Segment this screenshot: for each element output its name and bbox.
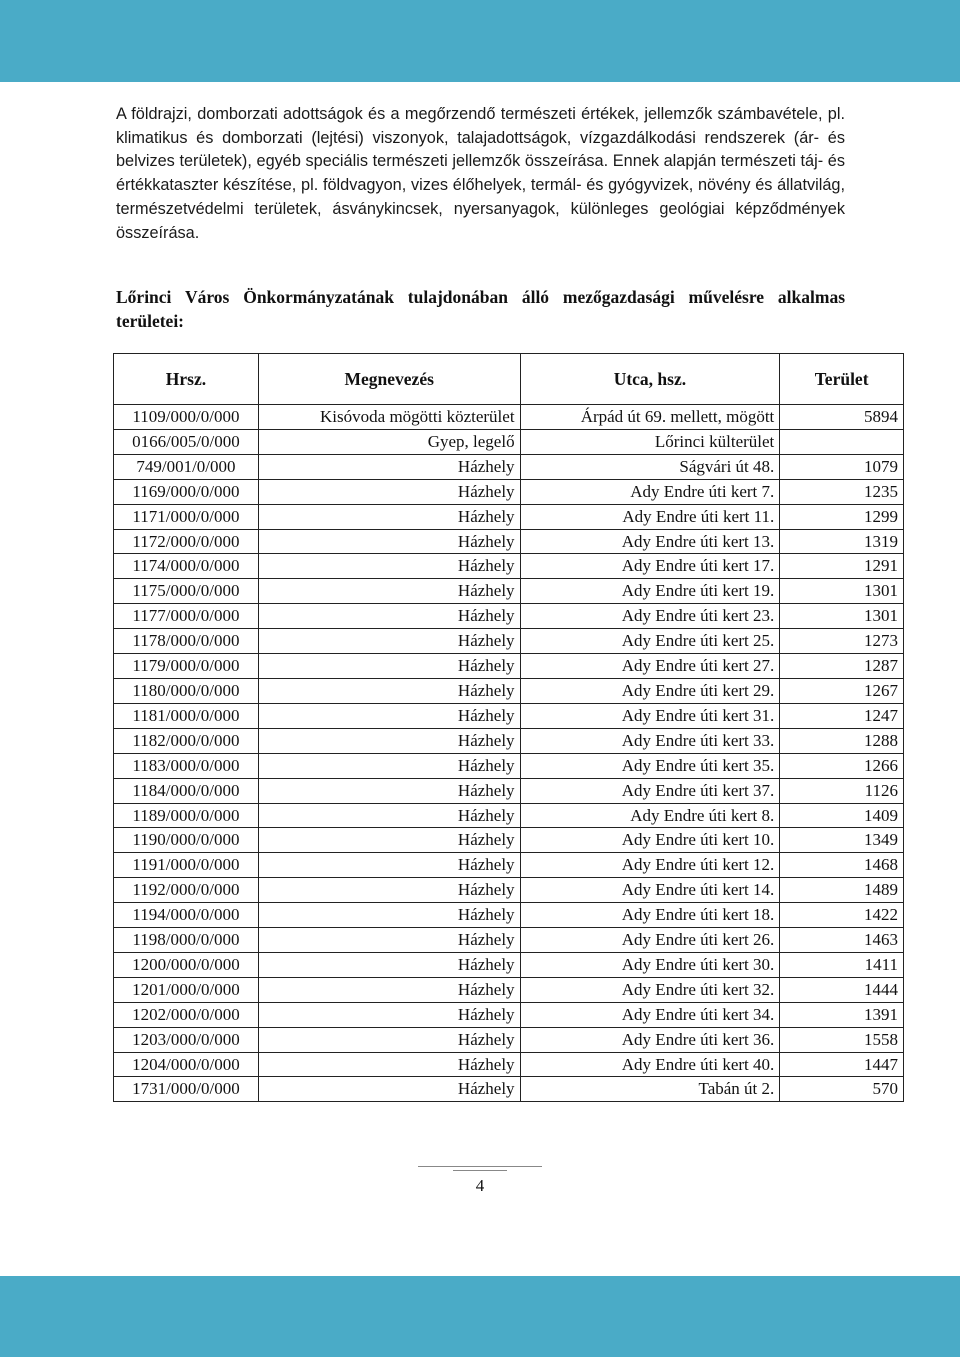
cell-hrsz: 1200/000/0/000 bbox=[114, 952, 259, 977]
cell-hrsz: 1174/000/0/000 bbox=[114, 554, 259, 579]
cell-hrsz: 1184/000/0/000 bbox=[114, 778, 259, 803]
cell-hrsz: 1181/000/0/000 bbox=[114, 703, 259, 728]
cell-utca: Ady Endre úti kert 29. bbox=[520, 678, 780, 703]
cell-terulet: 1411 bbox=[780, 952, 904, 977]
cell-utca: Ságvári út 48. bbox=[520, 454, 780, 479]
cell-utca: Ady Endre úti kert 40. bbox=[520, 1052, 780, 1077]
cell-megnevezes: Házhely bbox=[258, 678, 520, 703]
cell-hrsz: 1171/000/0/000 bbox=[114, 504, 259, 529]
cell-utca: Ady Endre úti kert 26. bbox=[520, 928, 780, 953]
table-header-row bbox=[114, 354, 904, 405]
cell-utca: Ady Endre úti kert 8. bbox=[520, 803, 780, 828]
cell-hrsz: 1180/000/0/000 bbox=[114, 678, 259, 703]
land-table bbox=[113, 353, 904, 1102]
cell-utca: Ady Endre úti kert 27. bbox=[520, 654, 780, 679]
cell-utca: Ady Endre úti kert 12. bbox=[520, 853, 780, 878]
cell-terulet: 1349 bbox=[780, 828, 904, 853]
cell-terulet: 1288 bbox=[780, 728, 904, 753]
cell-megnevezes: Házhely bbox=[258, 629, 520, 654]
table-row bbox=[114, 554, 904, 579]
cell-megnevezes: Házhely bbox=[258, 952, 520, 977]
footer-rule bbox=[418, 1166, 542, 1171]
cell-utca: Ady Endre úti kert 14. bbox=[520, 878, 780, 903]
cell-terulet: 570 bbox=[780, 1077, 904, 1102]
cell-terulet: 5894 bbox=[780, 405, 904, 430]
cell-terulet: 1299 bbox=[780, 504, 904, 529]
cell-terulet: 1235 bbox=[780, 479, 904, 504]
cell-utca: Árpád út 69. mellett, mögött bbox=[520, 405, 780, 430]
cell-megnevezes: Házhely bbox=[258, 579, 520, 604]
cell-megnevezes: Gyep, legelő bbox=[258, 429, 520, 454]
cell-terulet: 1301 bbox=[780, 579, 904, 604]
table-row bbox=[114, 1077, 904, 1102]
cell-terulet: 1391 bbox=[780, 1002, 904, 1027]
cell-hrsz: 1109/000/0/000 bbox=[114, 405, 259, 430]
cell-megnevezes: Házhely bbox=[258, 728, 520, 753]
cell-megnevezes: Házhely bbox=[258, 903, 520, 928]
cell-hrsz: 1177/000/0/000 bbox=[114, 604, 259, 629]
cell-hrsz: 749/001/0/000 bbox=[114, 454, 259, 479]
table-row bbox=[114, 629, 904, 654]
table-row bbox=[114, 405, 904, 430]
cell-hrsz: 1202/000/0/000 bbox=[114, 1002, 259, 1027]
cell-utca: Tabán út 2. bbox=[520, 1077, 780, 1102]
table-row bbox=[114, 728, 904, 753]
cell-utca: Ady Endre úti kert 10. bbox=[520, 828, 780, 853]
cell-terulet: 1444 bbox=[780, 977, 904, 1002]
cell-hrsz: 1179/000/0/000 bbox=[114, 654, 259, 679]
cell-megnevezes: Házhely bbox=[258, 454, 520, 479]
cell-utca: Ady Endre úti kert 31. bbox=[520, 703, 780, 728]
cell-terulet: 1558 bbox=[780, 1027, 904, 1052]
cell-hrsz: 1175/000/0/000 bbox=[114, 579, 259, 604]
cell-megnevezes: Házhely bbox=[258, 1077, 520, 1102]
table-row bbox=[114, 454, 904, 479]
table-row bbox=[114, 928, 904, 953]
cell-hrsz: 1203/000/0/000 bbox=[114, 1027, 259, 1052]
cell-utca: Ady Endre úti kert 36. bbox=[520, 1027, 780, 1052]
cell-terulet: 1266 bbox=[780, 753, 904, 778]
cell-megnevezes: Házhely bbox=[258, 977, 520, 1002]
header-utca: Utca, hsz. bbox=[520, 354, 780, 405]
cell-terulet: 1447 bbox=[780, 1052, 904, 1077]
table-row bbox=[114, 1002, 904, 1027]
header-hrsz: Hrsz. bbox=[114, 354, 259, 405]
cell-utca: Ady Endre úti kert 32. bbox=[520, 977, 780, 1002]
cell-terulet bbox=[780, 429, 904, 454]
cell-terulet: 1489 bbox=[780, 878, 904, 903]
cell-terulet: 1079 bbox=[780, 454, 904, 479]
footer-band bbox=[0, 1276, 960, 1357]
cell-megnevezes: Házhely bbox=[258, 1052, 520, 1077]
cell-megnevezes: Házhely bbox=[258, 703, 520, 728]
cell-megnevezes: Házhely bbox=[258, 778, 520, 803]
table-row bbox=[114, 952, 904, 977]
cell-utca: Ady Endre úti kert 7. bbox=[520, 479, 780, 504]
table-row bbox=[114, 504, 904, 529]
table-row bbox=[114, 678, 904, 703]
cell-megnevezes: Házhely bbox=[258, 828, 520, 853]
cell-megnevezes: Házhely bbox=[258, 1027, 520, 1052]
cell-terulet: 1247 bbox=[780, 703, 904, 728]
cell-utca: Lőrinci külterület bbox=[520, 429, 780, 454]
table-row bbox=[114, 753, 904, 778]
cell-hrsz: 1201/000/0/000 bbox=[114, 977, 259, 1002]
cell-hrsz: 1190/000/0/000 bbox=[114, 828, 259, 853]
cell-hrsz: 1183/000/0/000 bbox=[114, 753, 259, 778]
table-body bbox=[114, 405, 904, 1102]
cell-terulet: 1319 bbox=[780, 529, 904, 554]
table-row bbox=[114, 703, 904, 728]
cell-hrsz: 1189/000/0/000 bbox=[114, 803, 259, 828]
cell-hrsz: 1191/000/0/000 bbox=[114, 853, 259, 878]
cell-utca: Ady Endre úti kert 34. bbox=[520, 1002, 780, 1027]
cell-megnevezes: Házhely bbox=[258, 878, 520, 903]
cell-utca: Ady Endre úti kert 19. bbox=[520, 579, 780, 604]
table-row bbox=[114, 604, 904, 629]
cell-megnevezes: Házhely bbox=[258, 654, 520, 679]
cell-megnevezes: Házhely bbox=[258, 1002, 520, 1027]
table-row bbox=[114, 479, 904, 504]
table-row bbox=[114, 1052, 904, 1077]
cell-utca: Ady Endre úti kert 18. bbox=[520, 903, 780, 928]
intro-paragraph: A földrajzi, domborzati adottságok és a megőrzendő természeti értékek, jellemzők számbavétele, pl. klimatikus és domborzati (lejtési) viszonyok, talajadottságok, vízgazdálkodási rendszerek (ár- és belvizes területek), egyéb speciális természeti jellemzők összeírása. Ennek alapján természeti táj- és értékkataszter készítése, pl. földvagyon, vizes élőhelyek, termál- és gyógyvizek, növény és állatvilág, természetvédelmi területek, ásványkincsek, nyersanyagok, különleges geológiai képződmények összeírása. bbox=[116, 105, 845, 242]
cell-megnevezes: Házhely bbox=[258, 604, 520, 629]
cell-utca: Ady Endre úti kert 17. bbox=[520, 554, 780, 579]
cell-hrsz: 1182/000/0/000 bbox=[114, 728, 259, 753]
cell-terulet: 1422 bbox=[780, 903, 904, 928]
cell-terulet: 1126 bbox=[780, 778, 904, 803]
table-row bbox=[114, 778, 904, 803]
table-row bbox=[114, 828, 904, 853]
cell-utca: Ady Endre úti kert 25. bbox=[520, 629, 780, 654]
section-heading: Lőrinci Város Önkormányzatának tulajdonában álló mezőgazdasági művelésre alkalmas területei: bbox=[116, 287, 845, 331]
cell-hrsz: 1204/000/0/000 bbox=[114, 1052, 259, 1077]
cell-megnevezes: Kisóvoda mögötti közterület bbox=[258, 405, 520, 430]
table-row bbox=[114, 803, 904, 828]
table-row bbox=[114, 977, 904, 1002]
table-row bbox=[114, 853, 904, 878]
cell-megnevezes: Házhely bbox=[258, 928, 520, 953]
table-row bbox=[114, 878, 904, 903]
cell-hrsz: 0166/005/0/000 bbox=[114, 429, 259, 454]
cell-megnevezes: Házhely bbox=[258, 853, 520, 878]
cell-megnevezes: Házhely bbox=[258, 479, 520, 504]
cell-terulet: 1273 bbox=[780, 629, 904, 654]
table-row bbox=[114, 579, 904, 604]
table-row bbox=[114, 654, 904, 679]
table-row bbox=[114, 429, 904, 454]
table-row bbox=[114, 529, 904, 554]
cell-utca: Ady Endre úti kert 30. bbox=[520, 952, 780, 977]
cell-terulet: 1301 bbox=[780, 604, 904, 629]
cell-utca: Ady Endre úti kert 37. bbox=[520, 778, 780, 803]
header-terulet: Terület bbox=[780, 354, 904, 405]
cell-terulet: 1468 bbox=[780, 853, 904, 878]
cell-hrsz: 1178/000/0/000 bbox=[114, 629, 259, 654]
table-row bbox=[114, 903, 904, 928]
cell-utca: Ady Endre úti kert 11. bbox=[520, 504, 780, 529]
table-row bbox=[114, 1027, 904, 1052]
cell-hrsz: 1169/000/0/000 bbox=[114, 479, 259, 504]
cell-terulet: 1267 bbox=[780, 678, 904, 703]
cell-utca: Ady Endre úti kert 33. bbox=[520, 728, 780, 753]
cell-megnevezes: Házhely bbox=[258, 803, 520, 828]
cell-megnevezes: Házhely bbox=[258, 504, 520, 529]
cell-utca: Ady Endre úti kert 13. bbox=[520, 529, 780, 554]
cell-terulet: 1287 bbox=[780, 654, 904, 679]
cell-megnevezes: Házhely bbox=[258, 554, 520, 579]
cell-terulet: 1409 bbox=[780, 803, 904, 828]
cell-hrsz: 1172/000/0/000 bbox=[114, 529, 259, 554]
cell-hrsz: 1194/000/0/000 bbox=[114, 903, 259, 928]
header-megnevezes: Megnevezés bbox=[258, 354, 520, 405]
header-band bbox=[0, 0, 960, 82]
cell-hrsz: 1192/000/0/000 bbox=[114, 878, 259, 903]
cell-utca: Ady Endre úti kert 23. bbox=[520, 604, 780, 629]
cell-terulet: 1291 bbox=[780, 554, 904, 579]
cell-terulet: 1463 bbox=[780, 928, 904, 953]
cell-hrsz: 1198/000/0/000 bbox=[114, 928, 259, 953]
cell-megnevezes: Házhely bbox=[258, 529, 520, 554]
cell-utca: Ady Endre úti kert 35. bbox=[520, 753, 780, 778]
page-number: 4 bbox=[475, 1176, 485, 1195]
cell-hrsz: 1731/000/0/000 bbox=[114, 1077, 259, 1102]
cell-megnevezes: Házhely bbox=[258, 753, 520, 778]
